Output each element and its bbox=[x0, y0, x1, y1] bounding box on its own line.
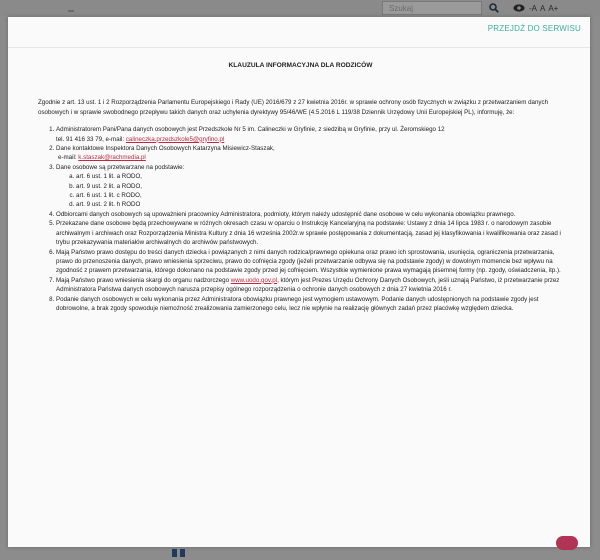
legal-basis-item: d. art. 9 ust. 2 lit. h RODO bbox=[76, 200, 563, 209]
list-item bbox=[56, 276, 563, 295]
search-placeholder: Szukaj bbox=[389, 4, 414, 13]
list-item: 6. Mają Państwo prawo dostępu do treści danych dziecka i powiązanych z nimi danych rodzica/prawnego opiekuna oraz prawo ich sprostowania, usunięcia, ograniczenia przetwarzania, prawo do przenoszenia danych, prawo wniesienia sprzeciwu, prawo do cofnięcia zgody (jeżeli przetwarzanie odbywa się na podstawie zgody) w dowolnym momencie bez wpływu na zgodność z prawem przetwarzania, którego dokonano na podstawie zgody przed jej cofnięciem. Wszystkie wymienione prawa wymagają pisemnej formy (np. zgody, oświadczenia, itp.). bbox=[56, 248, 563, 276]
search-button[interactable] bbox=[484, 1, 504, 15]
list-item bbox=[56, 144, 563, 163]
legal-basis-item: b. art. 9 ust. 2 lit. a RODO, bbox=[76, 182, 563, 191]
inspector-email-link[interactable]: k.staszak@rachmedia.pl bbox=[78, 154, 146, 162]
font-size-controls bbox=[529, 4, 561, 13]
font-size-decrease[interactable]: -A bbox=[529, 4, 537, 13]
scroll-top-button[interactable] bbox=[556, 536, 578, 550]
book-icon[interactable] bbox=[180, 549, 185, 557]
list-item bbox=[56, 125, 563, 144]
inspector-email-prefix: e-mail: bbox=[58, 154, 79, 162]
modal-header bbox=[8, 17, 590, 48]
legal-basis-item: a. art. 6 ust. 1 lit. a RODO, bbox=[76, 172, 563, 181]
list-item: 8. Podanie danych osobowych w celu wykonania przez Administratora obowiązku prawnego jest wymogiem ustawowym. Podanie danych udostępnionych na podstawie zgody jest dobrowolne, a brak zgody spowoduje niemożność zrealizowania zamierzonego celu, lecz nie wpłynie na realizację głównych zadań przez placówkę względem dziecka. bbox=[56, 295, 563, 314]
legal-basis-text: Dane osobowe są przetwarzane na podstawie: bbox=[56, 163, 185, 171]
eye-icon[interactable] bbox=[513, 3, 525, 13]
footer-icons bbox=[172, 549, 185, 557]
intro-paragraph: Zgodnie z art. 13 ust. 1 i 2 Rozporządzenia Parlamentu Europejskiego i Rady (UE) 2016/679 z 27 kwietnia 2016r. w sprawie ochrony osób fizycznych w związku z przetwarzaniem danych osobowych i w sprawie swobodnego przepływu takich danych oraz uchylenia dyrektywy 95/46/WE (4.5.2016 L 119/38 Dziennik Urzędowy Unii Europejskiej PL), informuję, że: bbox=[38, 99, 549, 116]
info-modal bbox=[8, 17, 590, 547]
font-size-default[interactable]: A bbox=[540, 4, 546, 13]
complaint-suffix: , którym jest Prezes Urzędu Ochrony Danych Osobowych, jeśli uznają Państwo, iż przetwarzanie przez Administratora Państwa danych osobowych narusza przepisy ogólnego rozporządzenia o ochronie danych osobowych z dnia 27 kwietnia 2016 r. bbox=[56, 276, 560, 294]
list-item: 5. Przekazane dane osobowe będą przechowywane w różnych okresach czasu w oparciu o Instrukcję Kancelaryjną na podstawie: Ustawy z dnia 14 lipca 1983 r. o narodowym zasobie archiwalnym i archiwach oraz Rozporządzenia Ministra Kultury z dnia 16 września 2002r.w sprawie postępowania z dokumentacją, zasad jej klasyfikowania i kwalifikowania oraz zasad i trybu przekazywania materiałów archiwalnych do archiwów państwowych. bbox=[56, 219, 563, 247]
search-icon bbox=[489, 3, 499, 13]
complaint-prefix: Mają Państwo prawo wniesienia skargi do organu nadzorczego bbox=[56, 276, 231, 284]
search-input[interactable] bbox=[382, 1, 482, 15]
list-item: 4. Odbiorcami danych osobowych są upoważnieni pracownicy Administratora, podmioty, którym należy udostępnić dane osobowe w celu wykonania obowiązku prawnego. bbox=[56, 210, 563, 219]
info-icon[interactable] bbox=[172, 549, 177, 557]
document-title: KLAUZULA INFORMACYJNA DLA RODZICÓW bbox=[228, 62, 373, 69]
site-header bbox=[0, 0, 600, 16]
clause-document bbox=[38, 61, 563, 313]
uodo-link[interactable]: www.uodo.gov.pl bbox=[230, 276, 278, 284]
font-size-increase[interactable]: A+ bbox=[548, 4, 559, 13]
school-email-link[interactable]: calineczka.przedszkole5@gryfino.pl bbox=[125, 135, 225, 143]
list-item bbox=[56, 163, 563, 210]
legal-basis-item: c. art. 6 ust. 1 lit. c RODO, bbox=[76, 191, 563, 200]
inspector-text: Dane kontaktowe Inspektora Danych Osobowych Katarzyna Misiewicz-Staszak, bbox=[56, 145, 275, 153]
header-decoration bbox=[68, 10, 74, 12]
legal-basis-list bbox=[56, 172, 563, 210]
administrator-text: Administratorem Pani/Pana danych osobowych jest Przedszkole Nr 5 im. Calineczki w Gryfinie, z siedzibą w Gryfinie, przy ul. Żeromskiego 12 bbox=[56, 126, 445, 134]
contact-prefix: tel. 91 416 33 79, e-mail: bbox=[56, 135, 126, 143]
clause-list bbox=[38, 125, 563, 313]
skip-to-site-link[interactable]: PRZEJDŹ DO SERWISU bbox=[487, 24, 581, 33]
